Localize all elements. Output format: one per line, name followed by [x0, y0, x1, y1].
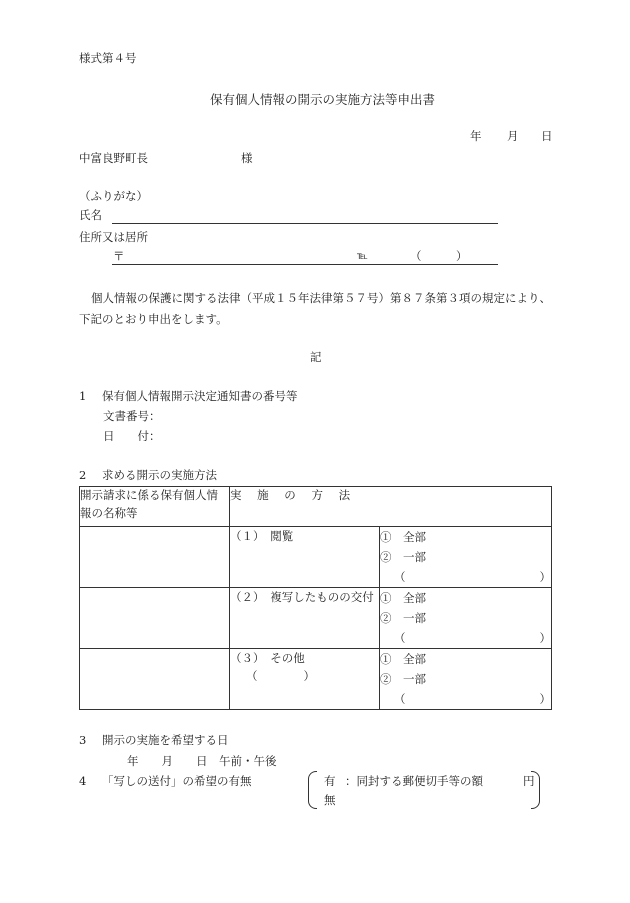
method-cell: [230, 588, 380, 649]
option-all[interactable]: ① 全部: [380, 591, 426, 605]
document-title: 保有個人情報の開示の実施方法等申出書: [210, 92, 436, 107]
method-cell: [230, 649, 380, 710]
name-label: 氏名: [79, 208, 102, 222]
option-all[interactable]: ① 全部: [380, 652, 426, 666]
section2-number: 2: [79, 468, 87, 482]
option-cell[interactable]: [380, 649, 552, 710]
date-month-label: 月: [507, 129, 519, 143]
postal-mark: 〒: [113, 249, 125, 263]
option-part[interactable]: ② 一部: [380, 611, 426, 625]
addressee-honorific: 様: [241, 151, 253, 165]
info-name-cell[interactable]: [80, 527, 230, 588]
name-field-underline[interactable]: [112, 223, 498, 224]
address-label: 住所又は居所: [79, 230, 148, 244]
method-label: （２） 複写したものの交付: [230, 590, 374, 604]
option-part[interactable]: ② 一部: [380, 550, 426, 564]
table-header-method: 実 施 の 方 法: [230, 487, 552, 527]
copy-delivery-no[interactable]: 無: [324, 793, 336, 807]
notice-date-label: 日 付：: [103, 429, 161, 443]
option-paren-close: ）: [539, 692, 551, 706]
copy-delivery-yes[interactable]: 有: [324, 774, 336, 788]
section2-title: 求める開示の実施方法: [102, 468, 217, 482]
furigana-label: （ふりがな）: [79, 189, 148, 203]
option-all[interactable]: ① 全部: [380, 530, 426, 544]
option-paren-close: ）: [539, 631, 551, 645]
ki-mark: 記: [310, 350, 322, 364]
option-paren-open: （: [394, 631, 406, 645]
table-header-info-name: 開示請求に係る保有個人情報の名称等: [80, 487, 230, 527]
addressee-name: 中富良野町長: [79, 151, 148, 165]
option-cell[interactable]: [380, 527, 552, 588]
option-paren-open: （: [394, 692, 406, 706]
address-field-underline[interactable]: [112, 264, 498, 265]
section4-number: 4: [79, 774, 87, 788]
method-label: （１） 閲覧: [230, 529, 294, 543]
table-row: [80, 649, 552, 710]
section4-title: 「写しの送付」の希望の有無: [102, 774, 252, 788]
option-paren-close: ）: [539, 570, 551, 584]
date-year-label: 年: [470, 129, 482, 143]
left-bracket: [308, 771, 317, 809]
method-label: （３） その他: [230, 651, 305, 665]
body-text-line1: 個人情報の保護に関する法律（平成１５年法律第５７号）第８７条第３項の規定により、: [91, 291, 551, 305]
section3-title: 開示の実施を希望する日: [102, 733, 229, 747]
yen-label: 円: [523, 774, 535, 788]
option-part[interactable]: ② 一部: [380, 672, 426, 686]
form-number: 様式第４号: [79, 51, 137, 65]
section1-title: 保有個人情報開示決定通知書の番号等: [102, 389, 298, 403]
table-row: [80, 527, 552, 588]
preferred-date-line[interactable]: 年 月 日 午前・午後: [127, 754, 277, 768]
postage-amount-label: ：同封する郵便切手等の額: [345, 774, 483, 788]
disclosure-method-table: [79, 486, 552, 710]
option-cell[interactable]: [380, 588, 552, 649]
method-other-paren[interactable]: （ ）: [246, 669, 315, 684]
tel-parens: （ ）: [410, 249, 468, 263]
tel-mark: ℡: [357, 251, 368, 262]
doc-number-label: 文書番号：: [103, 409, 161, 423]
section3-number: 3: [79, 733, 87, 747]
body-text-line2: 下記のとおり申出をします。: [79, 312, 228, 326]
option-paren-open: （: [394, 570, 406, 584]
table-row: [80, 588, 552, 649]
date-day-label: 日: [541, 129, 553, 143]
info-name-cell[interactable]: [80, 649, 230, 710]
section1-number: 1: [79, 389, 87, 403]
method-cell: [230, 527, 380, 588]
info-name-cell[interactable]: [80, 588, 230, 649]
